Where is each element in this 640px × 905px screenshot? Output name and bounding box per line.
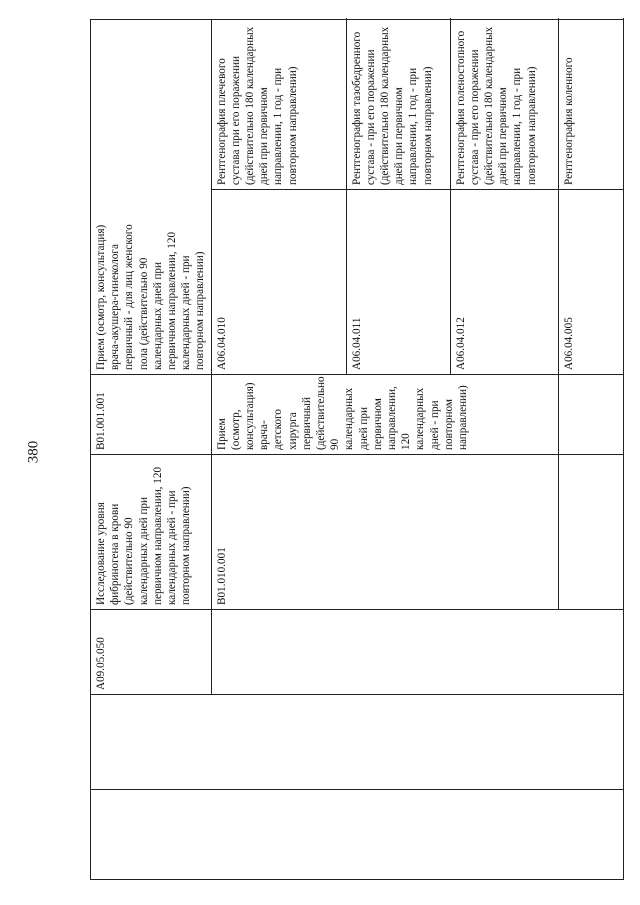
- rotated-table-container: [90, 20, 620, 880]
- service-name-cell: Рентгенография голеностопного сустава - при его поражении (действительно 180 календарных дней при первичном направлении, 1 год - при повторном направлении): [450, 19, 558, 189]
- service-name-cell: Рентгенография плечевого сустава при его поражении (действительно 180 календарных дней при первичном направлении, 1 год - при повторном направлении): [211, 19, 346, 189]
- code-cell: A06.04.005: [558, 190, 623, 375]
- service-name-cell: [558, 375, 623, 455]
- code-cell: [558, 455, 623, 610]
- blank-cell: [91, 695, 624, 790]
- service-name-cell: Прием (осмотр, консультация) врача- детского хирурга первичный (действительно 90 календарных дней при первичном направлении, 120 календарных дней - при повторном направлении): [211, 375, 558, 455]
- code-cell: A06.04.011: [346, 190, 450, 375]
- code-cell: B01.010.001: [211, 455, 558, 610]
- service-name-cell: Прием (осмотр, консультация) врача-акушера-гинеколога первичный - для лиц женского пола (действительно 90 календарных дней при первичном направлении, 120 календарных дней - при повторном направлении): [91, 19, 212, 374]
- code-cell: A06.04.010: [211, 190, 346, 375]
- code-cell: A09.05.050: [91, 610, 212, 695]
- blank-cell: [211, 610, 623, 695]
- blank-cell: [91, 790, 624, 880]
- table-row: [91, 19, 212, 879]
- service-name-cell: Исследование уровня фибриногена в крови (действительно 90 календарных дней при первичном направлении, 120 календарных дней - при повторном направлении): [91, 455, 212, 610]
- service-name-cell: Рентгенография коленного: [558, 19, 623, 189]
- code-cell: A06.04.012: [450, 190, 558, 375]
- service-name-cell: Рентгенография тазобедренного сустава - при его поражении (действительно 180 календарных дней при первичном направлении, 1 год - при повторном направлении): [346, 19, 450, 189]
- services-table: [90, 19, 624, 880]
- code-cell: B01.001.001: [91, 375, 212, 455]
- page-number: 380: [25, 440, 42, 464]
